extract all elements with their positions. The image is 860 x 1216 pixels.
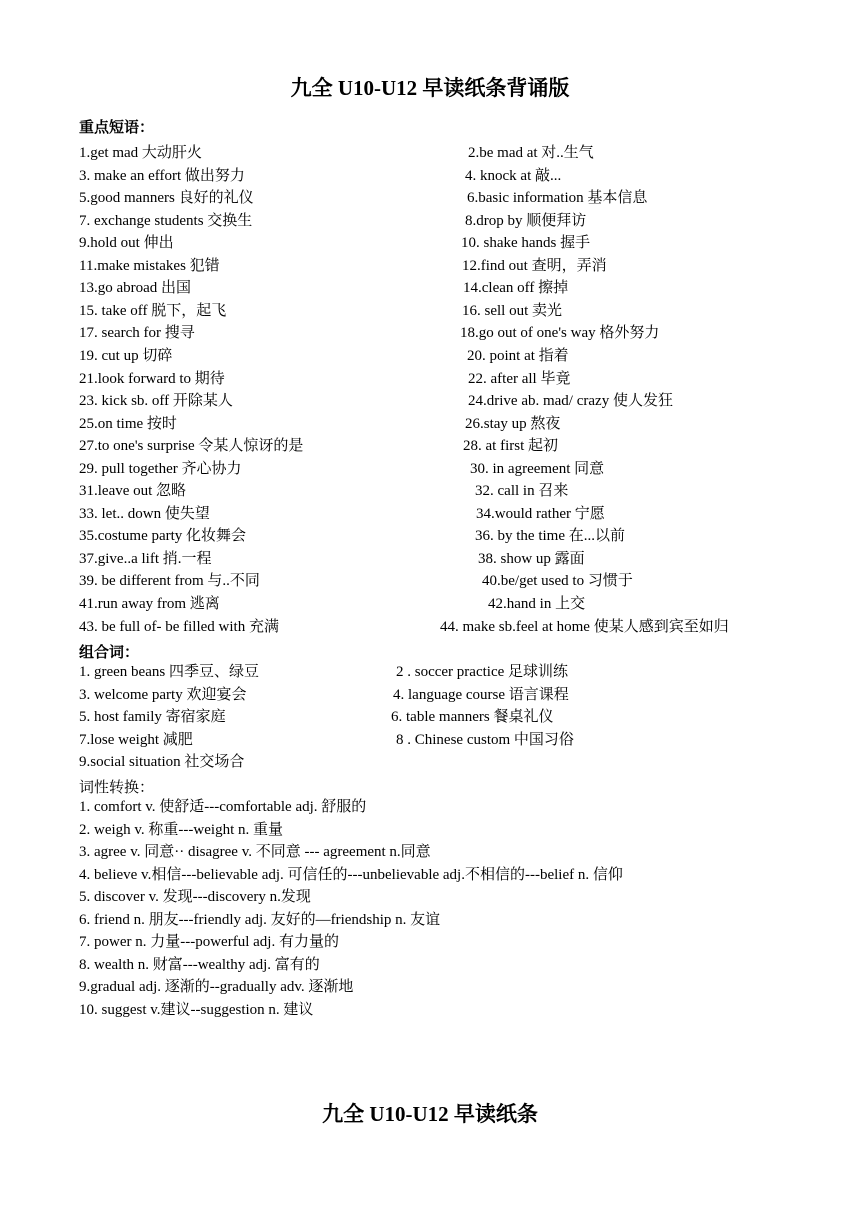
bottom-title: 九全 U10-U12 早读纸条: [322, 1102, 538, 1126]
phrase-right: 34.would rather 宁愿: [476, 505, 605, 522]
phrase-left: 43. be full of- be filled with 充满: [79, 618, 279, 635]
compound-right: 8 . Chinese custom 中国习俗: [396, 731, 574, 748]
phrase-right: 14.clean off 擦掉: [463, 280, 569, 297]
phrase-left: 23. kick sb. off 开除某人: [79, 393, 233, 410]
phrase-right: 8.drop by 顺便拜访: [465, 212, 587, 229]
phrase-left: 37.give..a lift 捎.一程: [79, 550, 212, 567]
phrase-right: 28. at first 起初: [463, 438, 558, 455]
conversion-item: 10. suggest v.建议--suggestion n. 建议: [79, 1001, 314, 1018]
phrase-right: 36. by the time 在...以前: [475, 528, 625, 545]
phrase-right: 6.basic information 基本信息: [467, 190, 648, 207]
conversion-item: 2. weigh v. 称重---weight n. 重量: [79, 821, 283, 838]
phrase-left: 31.leave out 忽略: [79, 483, 187, 500]
conversion-item: 8. wealth n. 财富---wealthy adj. 富有的: [79, 956, 320, 973]
phrase-left: 17. search for 搜寻: [79, 325, 195, 342]
phrase-right: 24.drive ab. mad/ crazy 使人发狂: [468, 393, 673, 410]
phrase-left: 25.on time 按时: [79, 415, 177, 432]
phrases-heading: 重点短语：: [79, 120, 155, 136]
phrase-right: 44. make sb.feel at home 使某人感到宾至如归: [440, 618, 729, 635]
phrase-right: 32. call in 召来: [475, 483, 569, 500]
conversion-item: 5. discover v. 发现---discovery n.发现: [79, 889, 311, 906]
conversion-item: 6. friend n. 朋友---friendly adj. 友好的—friendship n. 友谊: [79, 911, 441, 928]
conversions-heading: 词性转换：: [79, 780, 155, 796]
phrase-right: 4. knock at 敲...: [465, 167, 562, 184]
phrase-left: 13.go abroad 出国: [79, 280, 192, 297]
phrase-right: 18.go out of one's way 格外努力: [460, 325, 660, 342]
phrase-left: 19. cut up 切碎: [79, 347, 173, 364]
phrase-left: 9.hold out 伸出: [79, 235, 174, 252]
conversion-item: 3. agree v. 同意·· disagree v. 不同意 --- agreement n.同意: [79, 844, 431, 861]
phrase-left: 41.run away from 逃离: [79, 596, 220, 612]
phrase-left: 39. be different from 与..不同: [79, 573, 260, 590]
phrase-left: 35.costume party 化妆舞会: [79, 528, 247, 545]
compound-left: 5. host family 寄宿家庭: [79, 709, 226, 726]
phrase-right: 26.stay up 熬夜: [465, 415, 561, 432]
phrase-left: 11.make mistakes 犯错: [79, 257, 220, 274]
phrase-left: 21.look forward to 期待: [79, 370, 225, 387]
compound-left: 9.social situation 社交场合: [79, 754, 245, 771]
phrase-left: 3. make an effort 做出努力: [79, 167, 245, 184]
phrase-left: 29. pull together 齐心协力: [79, 460, 242, 477]
phrase-right: 22. after all 毕竟: [468, 370, 571, 387]
phrase-right: 42.hand in 上交: [488, 596, 586, 612]
compound-right: 4. language course 语言课程: [393, 686, 569, 703]
page-title: 九全 U10-U12 早读纸条背诵版: [290, 76, 570, 100]
compound-right: 2 . soccer practice 足球训练: [396, 664, 569, 680]
phrase-right: 16. sell out 卖光: [462, 302, 562, 319]
phrase-left: 7. exchange students 交换生: [79, 212, 253, 229]
phrase-left: 5.good manners 良好的礼仪: [79, 190, 254, 207]
compound-left: 3. welcome party 欢迎宴会: [79, 686, 247, 703]
phrase-right: 10. shake hands 握手: [461, 235, 591, 252]
phrase-right: 38. show up 露面: [478, 550, 585, 567]
phrase-right: 20. point at 指着: [467, 347, 569, 364]
phrase-left: 33. let.. down 使失望: [79, 505, 210, 522]
phrase-right: 40.be/get used to 习惯于: [482, 573, 633, 590]
conversion-item: 4. believe v.相信---believable adj. 可信任的---unbelievable adj.不相信的---belief n. 信仰: [79, 866, 623, 883]
phrase-right: 30. in agreement 同意: [470, 460, 605, 477]
compounds-heading: 组合词：: [79, 645, 140, 661]
conversion-item: 9.gradual adj. 逐渐的--gradually adv. 逐渐地: [79, 979, 354, 996]
phrase-left: 27.to one's surprise 令某人惊讶的是: [79, 438, 304, 455]
conversion-item: 1. comfort v. 使舒适---comfortable adj. 舒服的: [79, 799, 367, 815]
phrase-left: 1.get mad 大动肝火: [79, 145, 202, 161]
phrase-right: 2.be mad at 对..生气: [468, 145, 594, 161]
compound-right: 6. table manners 餐桌礼仪: [391, 709, 554, 726]
compound-left: 1. green beans 四季豆、绿豆: [79, 664, 259, 680]
conversion-item: 7. power n. 力量---powerful adj. 有力量的: [79, 934, 339, 951]
phrase-left: 15. take off 脱下，起飞: [79, 302, 227, 319]
phrase-right: 12.find out 查明，弄消: [462, 257, 607, 274]
compound-left: 7.lose weight 减肥: [79, 731, 193, 748]
